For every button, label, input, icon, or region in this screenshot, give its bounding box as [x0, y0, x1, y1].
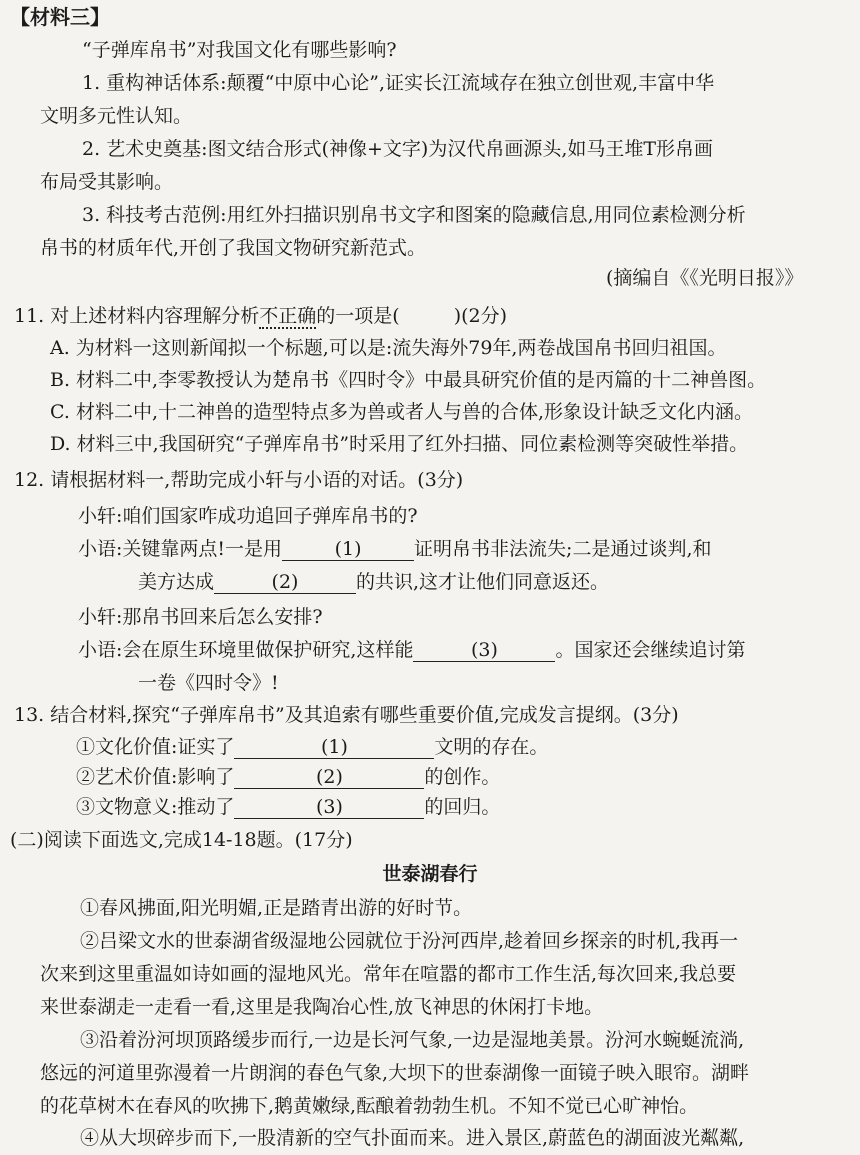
essay-paragraph-2-line1: ②吕梁文水的世泰湖省级湿地公园就位于汾河西岸,趁着回乡探亲的时机,我再一	[80, 930, 739, 952]
material3-p1-line2: 文明多元性认知。	[40, 105, 193, 127]
q13-blank-3: (3)	[234, 796, 424, 819]
q12-y1-a: 小语:关键靠两点!一是用	[78, 538, 283, 560]
q12-xiaoxuan-line1: 小轩:咱们国家咋成功追回子弹库帛书的?	[78, 505, 418, 527]
essay-paragraph-3-line2: 悠远的河道里弥漫着一片朗润的春色气象,大坝下的世泰湖像一面镜子映入眼帘。湖畔	[40, 1062, 750, 1084]
material3-p1-line1: 1. 重构神话体系:颠覆“中原中心论”,证实长江流域存在独立创世观,丰富中华	[82, 72, 715, 94]
q11-pre: 11. 对上述材料内容理解分析	[14, 305, 260, 327]
q13-i1-a: ①文化价值:证实了	[76, 736, 235, 758]
q12-xiaoyu-line1	[78, 537, 712, 561]
q12-y3-b: 。国家还会继续追讨第	[555, 639, 746, 661]
section-2-header: (二)阅读下面选文,完成14-18题。(17分)	[10, 829, 353, 851]
q11-option-c: C. 材料二中,十二神兽的造型特点多为兽或者人与兽的合体,形象设计缺乏文化内涵。	[50, 401, 754, 423]
material3-p3-line1: 3. 科技考古范例:用红外扫描识别帛书文字和图案的隐藏信息,用同位素检测分析	[82, 204, 746, 226]
q12-xiaoyu-line2	[138, 570, 609, 594]
source-citation: (摘编自《《光明日报》》	[606, 267, 804, 289]
q13-i1-b: 文明的存在。	[434, 736, 549, 758]
q13-item-2	[76, 765, 500, 789]
q11-option-a: A. 为材料一这则新闻拟一个标题,可以是:流失海外79年,两卷战国帛书回归祖国。	[50, 337, 727, 359]
essay-paragraph-4-line1: ④从大坝碎步而下,一股清新的空气扑面而来。进入景区,蔚蓝色的湖面波光粼粼,	[80, 1127, 745, 1149]
q11-post-a: 的一项是(	[316, 305, 400, 327]
question-13-stem: 13. 结合材料,探究“子弹库帛书”及其追索有哪些重要价值,完成发言提纲。(3分)	[14, 704, 679, 726]
essay-title: 世泰湖春行	[382, 863, 478, 885]
q13-blank-1: (1)	[234, 736, 434, 759]
q12-xiaoxuan-line2: 小轩:那帛书回来后怎么安排?	[78, 606, 323, 628]
essay-paragraph-1: ①春风拂面,阳光明媚,正是踏青出游的好时节。	[80, 897, 473, 919]
q11-option-b: B. 材料二中,李零教授认为楚帛书《四时令》中最具研究价值的是丙篇的十二神兽图。	[50, 369, 767, 391]
q13-i2-a: ②艺术价值:影响了	[76, 766, 235, 788]
q12-y2-a: 美方达成	[138, 571, 215, 593]
material3-heading: 【材料三】	[10, 5, 110, 29]
essay-paragraph-3-line1: ③沿着汾河坝顶路缓步而行,一边是长河气象,一边是湿地美景。汾河水蜿蜒流淌,	[80, 1029, 745, 1051]
q12-xiaoyu-line3	[78, 638, 745, 662]
q11-option-d: D. 材料三中,我国研究“子弹库帛书”时采用了红外扫描、同位素检测等突破性举措。	[50, 433, 749, 455]
material3-p3-line2: 帛书的材质年代,开创了我国文物研究新范式。	[40, 237, 427, 259]
q12-blank-3: (3)	[413, 639, 555, 662]
q13-i3-b: 的回归。	[424, 796, 501, 818]
essay-paragraph-2-line3: 来世泰湖走一走看一看,这里是我陶冶心性,放飞神思的休闲打卡地。	[40, 996, 604, 1018]
q11-emphasis: 不正确	[259, 305, 317, 327]
q12-xiaoyu-line4: 一卷《四时令》!	[138, 672, 279, 694]
q13-i2-b: 的创作。	[424, 766, 501, 788]
q13-blank-2: (2)	[234, 766, 424, 789]
q12-blank-1: (1)	[282, 538, 414, 561]
q12-y2-b: 的共识,这才让他们同意返还。	[356, 571, 610, 593]
q13-i3-a: ③文物意义:推动了	[76, 796, 235, 818]
material3-question: “子弹库帛书”对我国文化有哪些影响?	[82, 39, 397, 61]
material3-p2-line1: 2. 艺术史奠基:图文结合形式(神像+文字)为汉代帛画源头,如马王堆T形帛画	[82, 138, 714, 160]
material3-p2-line2: 布局受其影响。	[40, 171, 174, 193]
q12-y1-b: 证明帛书非法流失;二是通过谈判,和	[414, 538, 712, 560]
essay-paragraph-2-line2: 次来到这里重温如诗如画的湿地风光。常年在喧嚣的都市工作生活,每次回来,我总要	[40, 963, 737, 985]
q13-item-3	[76, 795, 500, 819]
q12-blank-2: (2)	[214, 571, 356, 594]
q13-item-1	[76, 735, 548, 759]
question-12-stem: 12. 请根据材料一,帮助完成小轩与小语的对话。(3分)	[14, 469, 464, 491]
q11-post-b: )(2分)	[453, 305, 508, 327]
q12-y3-a: 小语:会在原生环境里做保护研究,这样能	[78, 639, 414, 661]
essay-paragraph-3-line3: 的花草树木在春风的吹拂下,鹅黄嫩绿,酝酿着勃勃生机。不知不觉已心旷神怡。	[40, 1095, 699, 1117]
question-11-stem	[14, 304, 507, 328]
